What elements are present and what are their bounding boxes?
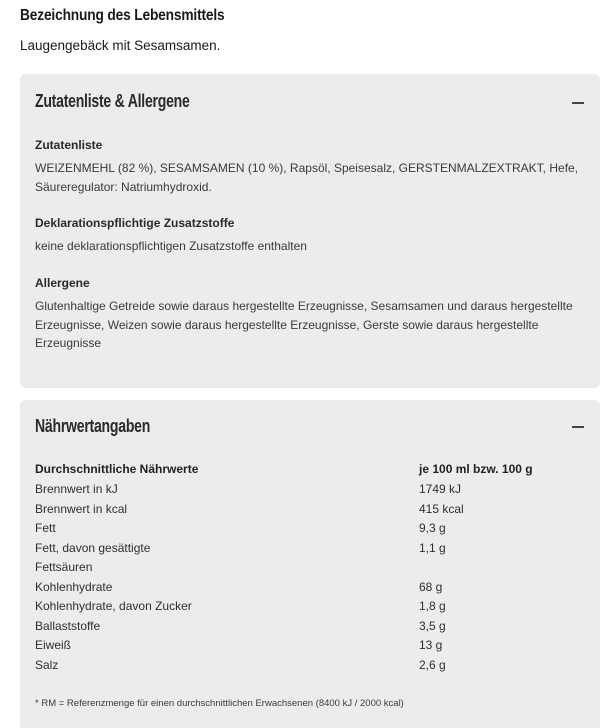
- nutrient-value: 3,5 g: [419, 618, 446, 633]
- table-row: [35, 560, 585, 580]
- table-row: [35, 638, 585, 658]
- allergens-heading: Allergene: [35, 276, 90, 290]
- table-row: [35, 658, 585, 678]
- nutrient-label: Fett: [35, 521, 56, 535]
- table-row: [35, 521, 585, 541]
- nutrition-header-value: je 100 ml bzw. 100 g: [419, 462, 533, 476]
- table-row: [35, 580, 585, 600]
- collapse-minus-icon[interactable]: [572, 426, 584, 428]
- nutrient-value: 9,3 g: [419, 521, 446, 535]
- nutrient-label: Salz: [35, 657, 59, 672]
- nutrient-value: 13 g: [419, 638, 443, 652]
- nutrition-panel-title[interactable]: Nährwertangaben: [35, 416, 151, 436]
- nutrient-label: Fett, davon gesättigte: [35, 540, 151, 555]
- table-row: [35, 502, 585, 522]
- reference-footnote: * RM = Referenzmenge für einen durchschnittlichen Erwachsenen (8400 kJ / 2000 kcal): [35, 698, 404, 709]
- ingredients-list-heading: Zutatenliste: [35, 138, 103, 152]
- table-row: [35, 541, 585, 561]
- nutrient-value: 1749 kJ: [419, 482, 462, 496]
- allergens-text: Glutenhaltige Getreide sowie daraus hergestellte Erzeugnisse, Sesamsamen und daraus hergestellte Erzeugnisse, Weizen sowie daraus hergestellte Erzeugnisse, Gerste sowie daraus hergestellte Erzeugnisse: [35, 299, 573, 350]
- nutrient-value: 68 g: [419, 579, 443, 594]
- ingredients-allergens-panel: [20, 74, 600, 388]
- nutrient-value: 415 kcal: [419, 501, 464, 516]
- product-name-heading: Bezeichnung des Lebensmittels: [20, 7, 225, 24]
- table-row: [35, 482, 585, 502]
- table-row: [35, 619, 585, 639]
- nutrient-value: 1,1 g: [419, 540, 446, 555]
- nutrition-header-label: Durchschnittliche Nährwerte: [35, 462, 199, 476]
- table-row: [35, 599, 585, 619]
- ingredients-list-text: WEIZENMEHL (82 %), SESAMSAMEN (10 %), Rapsöl, Speisesalz, GERSTENMALZEXTRAKT, Hefe, Säureregulator: Natriumhydroxid.: [35, 161, 579, 194]
- nutrition-panel: [20, 400, 600, 728]
- nutrient-value: 2,6 g: [419, 657, 446, 672]
- additives-heading: Deklarationspflichtige Zusatzstoffe: [35, 216, 235, 230]
- nutrition-table-header: [35, 462, 585, 482]
- product-name: Laugengebäck mit Sesamsamen.: [20, 38, 221, 53]
- nutrient-label: Fettsäuren: [35, 560, 93, 574]
- nutrient-value: 1,8 g: [419, 599, 446, 613]
- ingredients-panel-title[interactable]: Zutatenliste & Allergene: [35, 91, 190, 111]
- nutrient-label: Kohlenhydrate: [35, 579, 113, 594]
- nutrient-label: Brennwert in kJ: [35, 482, 118, 496]
- nutrient-label: Ballaststoffe: [35, 618, 101, 633]
- nutrient-label: Eiweiß: [35, 638, 72, 652]
- nutrient-label: Kohlenhydrate, davon Zucker: [35, 599, 192, 613]
- additives-text: keine deklarationspflichtigen Zusatzstoffe enthalten: [35, 239, 307, 253]
- collapse-minus-icon[interactable]: [572, 102, 584, 104]
- nutrient-label: Brennwert in kcal: [35, 501, 128, 516]
